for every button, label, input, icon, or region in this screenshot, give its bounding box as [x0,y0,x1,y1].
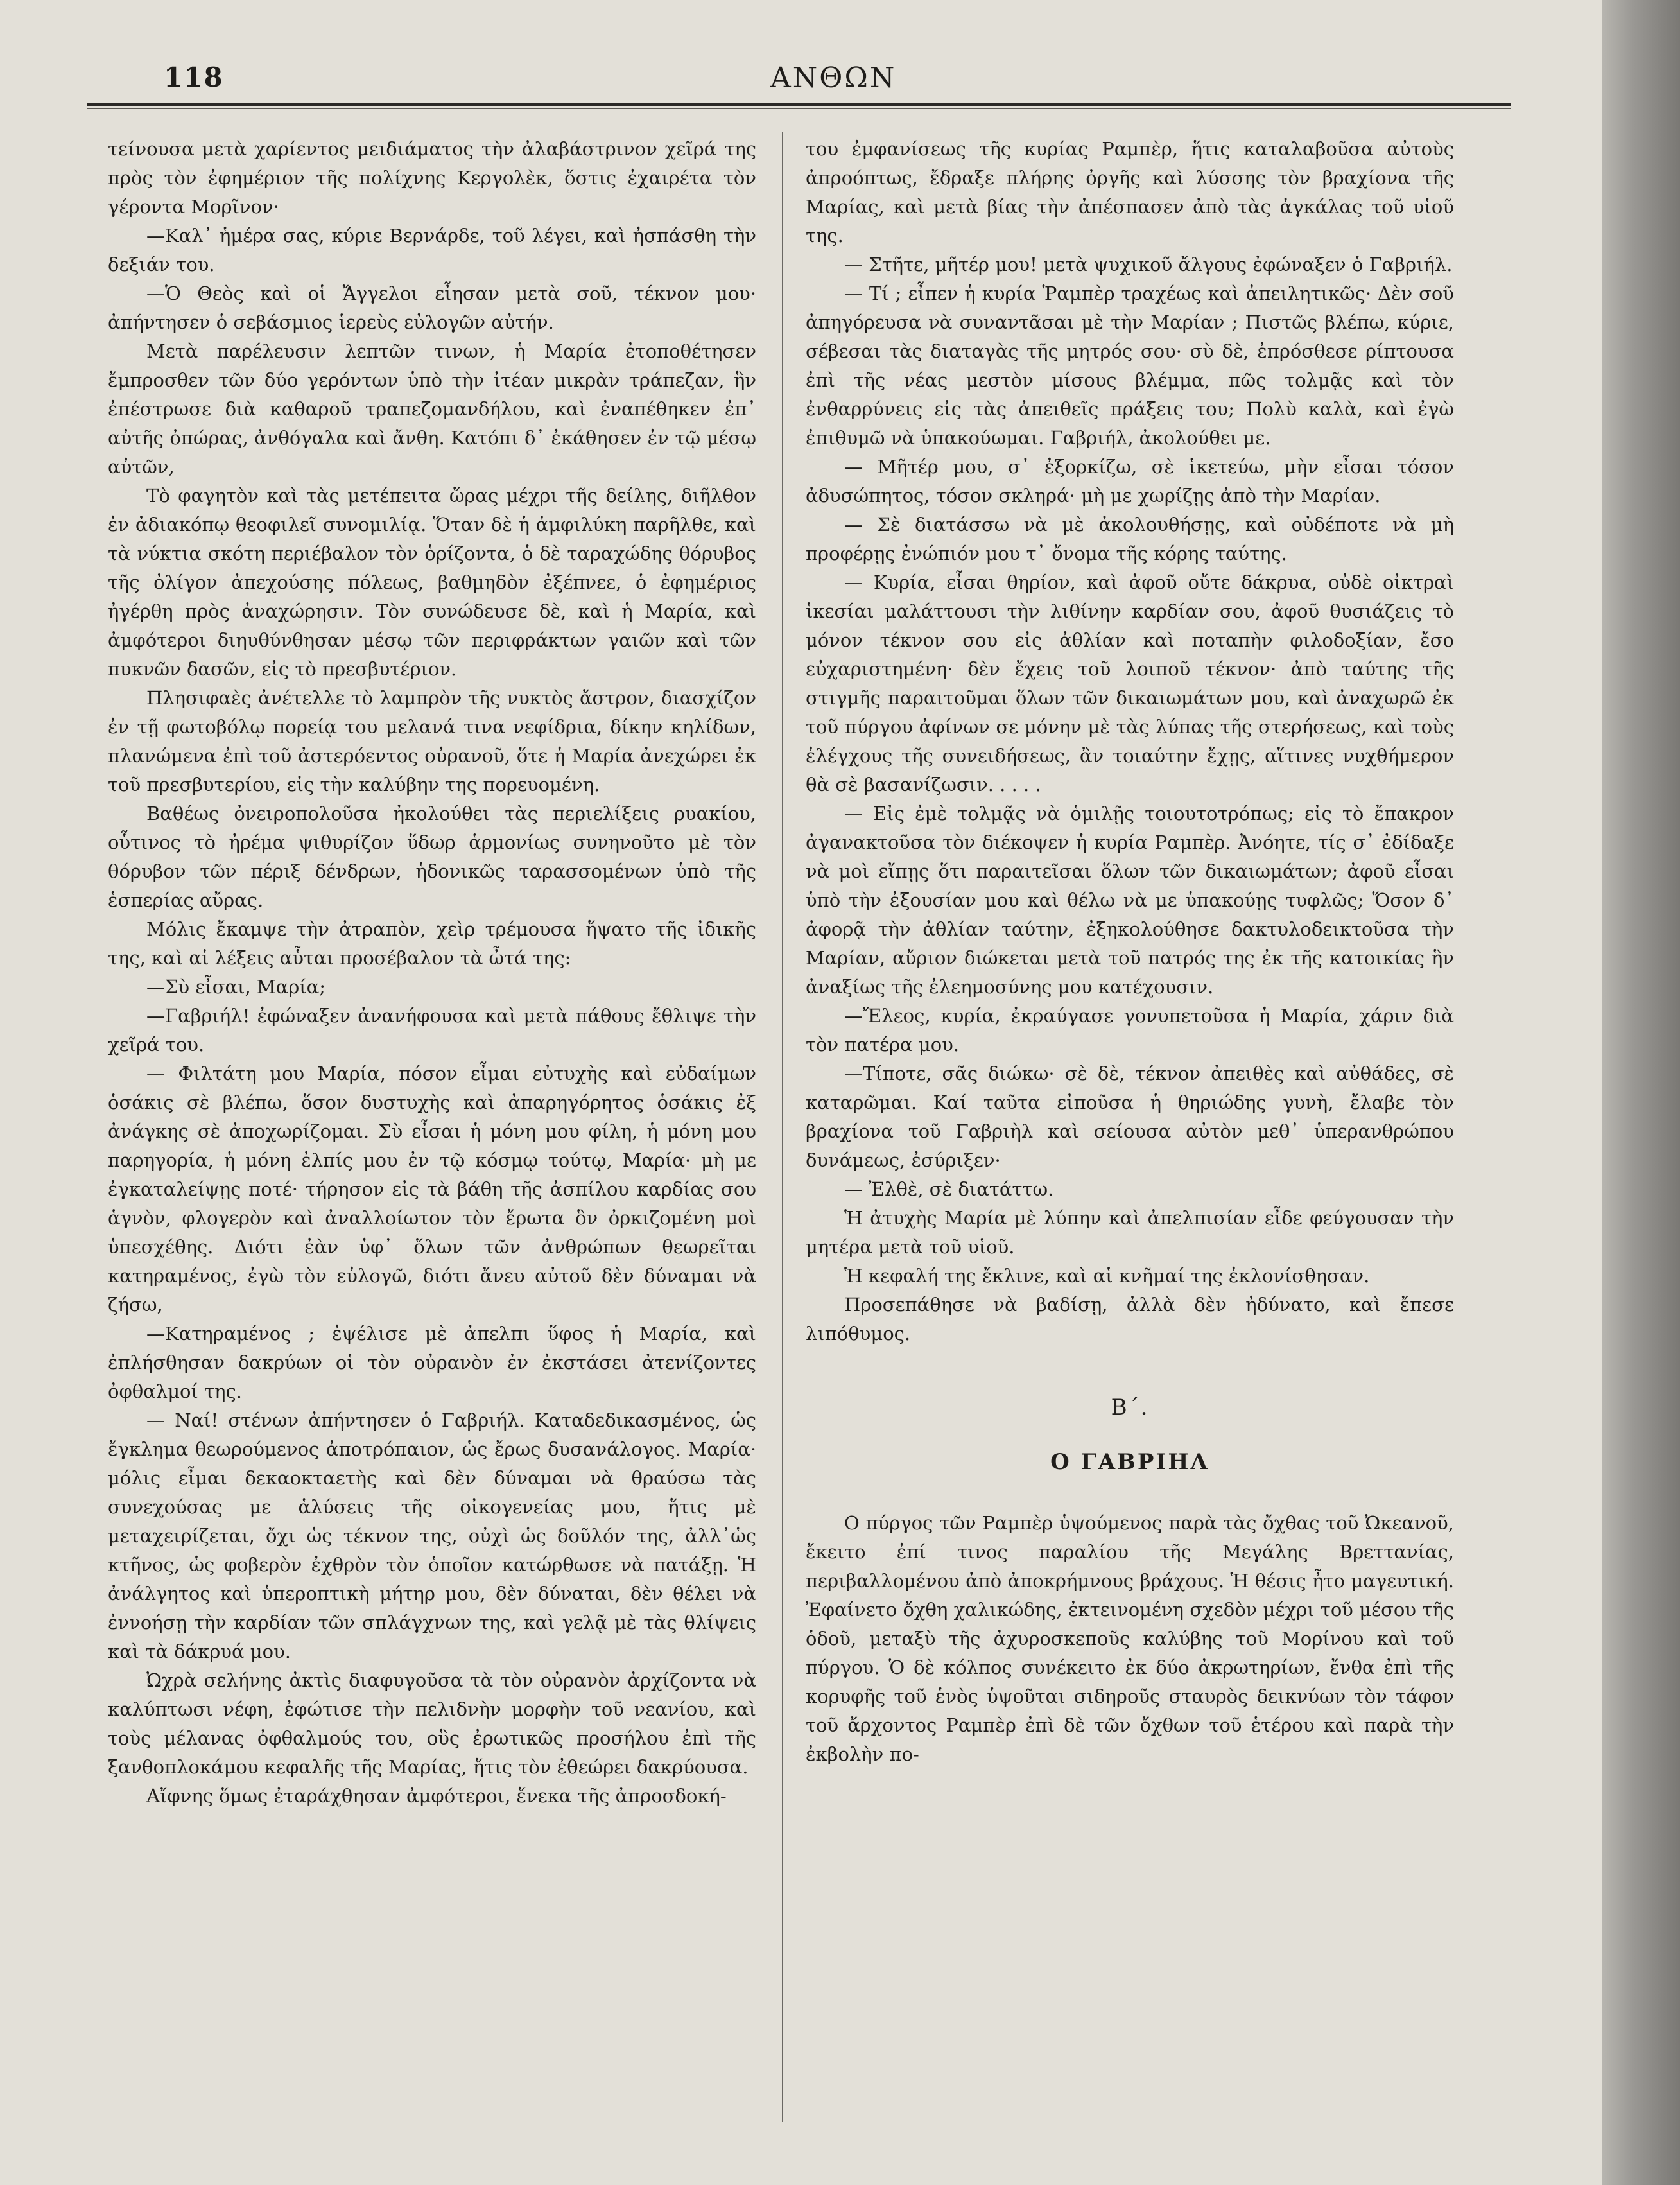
header-rule-thin [87,108,1511,109]
paragraph: —Τίποτε, σᾶς διώκω· σὲ δὲ, τέκνον ἀπειθὲς καὶ αὐθάδες, σὲ καταρῶμαι. Καί ταῦτα εἰποῦσα ἡ θηριώδης γυνὴ, ἔλαβε τὸν βραχίονα τοῦ Γαβριὴλ καὶ σείουσα αὐτὸν μεθ᾽ ὑπερανθρώπου δυνάμεως, ἐσύριξεν· [806,1063,1454,1171]
paragraph: Μετὰ παρέλευσιν λεπτῶν τινων, ἡ Μαρία ἐτοποθέτησεν ἔμπροσθεν τῶν δύο γερόντων ὑπὸ τὴν ἰτέαν μικρὰν τράπεζαν, ἣν ἐπέστρωσε διὰ καθαροῦ τραπεζομανδήλου, καὶ ἐναπέθηκεν ἐπ᾽ αὐτῆς ὀπώρας, ἀνθόγαλα καὶ ἄνθη. Κατόπι δ᾽ ἐκάθησεν ἐν τῷ μέσῳ αὐτῶν, [108,340,756,478]
section-number: Β΄. [1111,1395,1149,1420]
paragraph: — Κυρία, εἶσαι θηρίον, καὶ ἀφοῦ οὔτε δάκρυα, οὐδὲ οἰκτραὶ ἱκεσίαι μαλάττουσι τὴν λιθίνην καρδίαν σου, ἀφοῦ θυσιάζεις τὸ μόνον τέκνον σου εἰς ἀθλίαν καὶ ποταπὴν φιλοδοξίαν, ἔσο εὐχαριστημένη· δὲν ἔχεις τοῦ λοιποῦ τέκνον· ἀπὸ ταύτης τῆς στιγμῆς παραιτοῦμαι ὅλων τῶν δικαιωμάτων μου, καὶ ἀναχωρῶ ἐκ τοῦ πύργου ἀφίνων σε μόνην μὲ τὰς λύπας τῆς στερήσεως, καὶ τοὺς ἐλέγχους τῆς συνειδήσεως, ἂν τοιαύτην ἔχῃς, αἵτινες νυχθήμερον θὰ σὲ βασανίζωσιν. . . . . [806,571,1454,796]
paragraph: —Σὺ εἶσαι, Μαρία; [146,976,325,998]
paragraph: — Τί ; εἶπεν ἡ κυρία Ῥαμπὲρ τραχέως καὶ ἀπειλητικῶς· Δὲν σοῦ ἀπηγόρευσα νὰ συναντᾶσαι μὲ τὴν Μαρίαν ; Πιστῶς βλέπω, κύριε, σέβεσαι τὰς διαταγὰς τῆς μητρός σου· σὺ δὲ, ἐπρόσθεσε ρίπτουσα ἐπὶ τῆς νέας μεστὸν μίσους βλέμμα, πῶς τολμᾷς καὶ τὸν ἐνθαρρύνεις εἰς τὰς ἀπειθεῖς πράξεις του; Πολὺ καλὰ, καὶ ἐγὼ ἐπιθυμῶ νὰ ὑπακούωμαι. Γαβριήλ, ἀκολούθει με. [806,283,1454,449]
paragraph: Προσεπάθησε νὰ βαδίσῃ, ἀλλὰ δὲν ἠδύνατο, καὶ ἔπεσε λιπόθυμος. [806,1294,1454,1345]
paragraph: —Κατηραμένος ; ἐψέλισε μὲ ἀπελπι ὕφος ἡ Μαρία, καὶ ἐπλήσθησαν δακρύων οἱ τὸν οὐρανὸν ἐν ἐκστάσει ἀτενίζοντες ὀφθαλμοί της. [108,1323,756,1402]
paragraph: — Ναί! στένων ἀπήντησεν ὁ Γαβριήλ. Καταδεδικασμένος, ὡς ἔγκλημα θεωρούμενος ἀποτρόπαιον, ὡς ἔρως δυσανάλογος. Μαρία· μόλις εἶμαι δεκαοκταετὴς καὶ δὲν δύναμαι νὰ θραύσω τὰς συνεχούσας με ἁλύσεις τῆς οἰκογενείας μου, ἥτις μὲ μεταχειρίζεται, ὄχι ὡς τέκνον της, οὐχὶ ὡς δοῦλόν της, ἀλλ᾽ὡς κτῆνος, ὡς φοβερὸν ἐχθρὸν τὸν ὁποῖον κατώρθωσε νὰ πατάξῃ. Ἡ ἀνάλγητος καὶ ὑπεροπτικὴ μήτηρ μου, δὲν δύναται, δὲν θέλει νὰ ἐννοήσῃ τὴν καρδίαν τῶν σπλάγχνων της, καὶ γελᾷ μὲ τὰς θλίψεις καὶ τὰ δάκρυά μου. [108,1409,756,1662]
running-head: ΑΝΘΩΝ [770,62,897,94]
paragraph: Ἡ ἀτυχὴς Μαρία μὲ λύπην καὶ ἀπελπισίαν εἶδε φεύγουσαν τὴν μητέρα μετὰ τοῦ υἱοῦ. [806,1207,1454,1258]
paragraph: — Ἐλθὲ, σὲ διατάττω. [844,1178,1054,1200]
paragraph: — Μῆτέρ μου, σ᾽ ἐξορκίζω, σὲ ἱκετεύω, μὴν εἶσαι τόσον ἀδυσώπητος, τόσον σκληρά· μὴ με χωρίζῃς ἀπὸ τὴν Μαρίαν. [806,456,1454,507]
left-column [108,135,756,1811]
section-title: Ο ΓΑΒΡΙΗΛ [1050,1449,1209,1475]
column-divider [782,132,783,2122]
page-edge [1602,0,1680,2185]
paragraph: Ο πύργος τῶν Ραμπὲρ ὑψούμενος παρὰ τὰς ὄχθας τοῦ Ὠκεανοῦ, ἔκειτο ἐπί τινος παραλίου τῆς Μεγάλης Βρεττανίας, περιβαλλομένου ἀπὸ ἀποκρήμνους βράχους. Ἡ θέσις ἦτο μαγευτική. Ἐφαίνετο ὄχθη χαλικώδης, ἐκτεινομένη σχεδὸν μέχρι τοῦ μέσου τῆς ὁδοῦ, μεταξὺ τῆς ἀχυροσκεποῦς καλύβης τοῦ Μορίνου καὶ τοῦ πύργου. Ὁ δὲ κόλπος συνέκειτο ἐκ δύο ἀκρωτηρίων, ἔνθα ἐπὶ τῆς κορυφῆς τοῦ ἑνὸς ὑψοῦται σιδηροῦς σταυρὸς δεικνύων τὸν τάφον τοῦ ἄρχοντος Ραμπὲρ ἐπὶ δὲ τῶν ὄχθων τοῦ ἑτέρου καὶ παρὰ τὴν ἐκβολὴν πο- [806,1512,1454,1765]
paragraph: Αἴφνης ὅμως ἐταράχθησαν ἀμφότεροι, ἕνεκα τῆς ἀπροσδοκή- [146,1785,727,1807]
paragraph: Μόλις ἔκαμψε τὴν ἀτραπὸν, χεὶρ τρέμουσα ἥψατο τῆς ἰδικῆς της, καὶ αἱ λέξεις αὗται προσέβαλον τὰ ὦτά της: [108,918,756,969]
paragraph: Ὠχρὰ σελήνης ἀκτὶς διαφυγοῦσα τὰ τὸν οὐρανὸν ἀρχίζοντα νὰ καλύπτωσι νέφη, ἐφώτισε τὴν πελιδνὴν μορφὴν τοῦ νεανίου, καὶ τοὺς μέλανας ὀφθαλμούς του, οὓς ἐρωτικῶς προσήλου ἐπὶ τῆς ξανθοπλοκάμου κεφαλῆς τῆς Μαρίας, ἥτις τὸν ἐθεώρει δακρύουσα. [108,1669,756,1778]
paragraph: —Καλ᾽ ἡμέρα σας, κύριε Βερνάρδε, τοῦ λέγει, καὶ ἠσπάσθη τὴν δεξιάν του. [108,225,756,275]
paragraph: Τὸ φαγητὸν καὶ τὰς μετέπειτα ὥρας μέχρι τῆς δείλης, διῆλθον ἐν ἀδιακόπῳ θεοφιλεῖ συνομιλίᾳ. Ὅταν δὲ ἡ ἀμφιλύκη παρῆλθε, καὶ τὰ νύκτια σκότη περιέβαλον τὸν ὁρίζοντα, ὁ δὲ ταραχώδης θόρυβος τῆς ὀλίγον ἀπεχούσης πόλεως, βαθμηδὸν ἐξέπνεε, ὁ ἐφημέριος ἠγέρθη πρὸς ἀναχώρησιν. Τὸν συνώδευσε δὲ, καὶ ἡ Μαρία, καὶ ἀμφότεροι διηυθύνθησαν μέσῳ τῶν περιφράκτων γαιῶν καὶ τῶν πυκνῶν δασῶν, εἰς τὸ πρεσβυτέριον. [108,485,756,680]
paragraph: — Εἰς ἐμὲ τολμᾷς νὰ ὁμιλῇς τοιουτοτρόπως; εἰς τὸ ἔπακρον ἀγανακτοῦσα τὸν διέκοψεν ἡ κυρία Ραμπὲρ. Ἀνόητε, τίς σ᾽ ἐδίδαξε νὰ μοὶ εἴπῃς ὅτι παραιτεῖσαι ὅλων τῶν δικαιωμάτων; ἀφοῦ εἶσαι ὑπὸ τὴν ἐξουσίαν μου καὶ θέλω νὰ με ὑπακούῃς τυφλῶς; Ὅσον δ᾽ ἀφορᾷ τὴν ἀθλίαν ταύτην, ἐξηκολούθησε δακτυλοδεικτοῦσα τὴν Μαρίαν, αὔριον διώκεται μετὰ τοῦ πατρός της ἐκ τῆς κατοικίας ἣν ἀναξίως τῆς ἐλεημοσύνης μου κατέχουσιν. [806,803,1454,998]
header-rule [87,103,1511,106]
paragraph: Πλησιφαὲς ἀνέτελλε τὸ λαμπρὸν τῆς νυκτὸς ἄστρον, διασχίζον ἐν τῇ φωτοβόλῳ πορείᾳ του μελανά τινα νεφίδρια, δίκην κηλίδων, πλανώμενα ἐπὶ τοῦ ἀστερόεντος οὐρανοῦ, ὅτε ἡ Μαρία ἀνεχώρει ἐκ τοῦ πρεσβυτερίου, εἰς τὴν καλύβην της πορευομένη. [108,687,756,796]
paragraph: — Φιλτάτη μου Μαρία, πόσον εἶμαι εὐτυχὴς καὶ εὐδαίμων ὁσάκις σὲ βλέπω, ὅσον δυστυχὴς καὶ ἀπαρηγόρητος ὁσάκις ἐξ ἀνάγκης σὲ ἀποχωρίζομαι. Σὺ εἶσαι ἡ μόνη μου φίλη, ἡ μόνη μου παρηγορία, ἡ μόνη ἐλπίς μου ἐν τῷ κόσμῳ τούτῳ, Μαρία· μὴ με ἐγκαταλείψῃς ποτέ· τήρησον εἰς τὰ βάθη τῆς ἀσπίλου καρδίας σου ἁγνὸν, φλογερὸν καὶ ἀναλλοίωτον τὸν ἔρωτα ὃν ὀρκιζομένη μοὶ ὑπεσχέθης. Διότι ἐὰν ὑφ᾽ ὅλων τῶν ἀνθρώπων θεωρεῖται κατηραμένος, ἐγὼ τὸν εὐλογῶ, διότι ἄνευ αὐτοῦ δὲν δύναμαι νὰ ζήσω, [108,1063,756,1316]
paragraph: του ἐμφανίσεως τῆς κυρίας Ραμπὲρ, ἥτις καταλαβοῦσα αὐτοὺς ἀπροόπτως, ἔδραξε πλήρης ὀργῆς καὶ λύσσης τὸν βραχίονα τῆς Μαρίας, καὶ μετὰ βίας τὴν ἀπέσπασεν ἀπὸ τὰς ἀγκάλας τοῦ υἱοῦ της. [806,138,1454,247]
paragraph: —Ἔλεος, κυρία, ἐκραύγασε γονυπετοῦσα ἡ Μαρία, χάριν διὰ τὸν πατέρα μου. [806,1005,1454,1056]
paragraph: — Σὲ διατάσσω νὰ μὲ ἀκολουθήσῃς, καὶ οὐδέποτε νὰ μὴ προφέρῃς ἐνώπιόν μου τ᾽ ὄνομα τῆς κόρης ταύτης. [806,514,1454,564]
page-number: 118 [164,62,224,93]
paragraph: Ἡ κεφαλή της ἔκλινε, καὶ αἱ κνῆμαί της ἐκλονίσθησαν. [844,1265,1370,1287]
paragraph: — Στῆτε, μῆτέρ μου! μετὰ ψυχικοῦ ἄλγους ἐφώναξεν ὁ Γαβριήλ. [844,254,1453,275]
paragraph: —Γαβριήλ! ἐφώναξεν ἀνανήφουσα καὶ μετὰ πάθους ἔθλιψε τὴν χεῖρά του. [108,1005,756,1056]
paragraph: τείνουσα μετὰ χαρίεντος μειδιάματος τὴν ἀλαβάστρινον χεῖρά της πρὸς τὸν ἐφημέριον τῆς πολίχνης Κεργολὲκ, ὅστις ἐχαιρέτα τὸν γέροντα Μορῖνον· [108,138,756,218]
right-column [806,135,1454,1769]
paragraph: Βαθέως ὀνειροπολοῦσα ἠκολούθει τὰς περιελίξεις ρυακίου, οὗτινος τὸ ἠρέμα ψιθυρίζον ὕδωρ ἁρμονίως συνηνοῦτο μὲ τὸν θόρυβον τῶν πέριξ δένδρων, ἡδονικῶς ταρασσομένων ὑπὸ τῆς ἑσπερίας αὔρας. [108,803,756,911]
paragraph: —Ὁ Θεὸς καὶ οἱ Ἄγγελοι εἶησαν μετὰ σοῦ, τέκνον μου· ἀπήντησεν ὁ σεβάσμιος ἱερεὺς εὐλογῶν αὐτήν. [108,283,756,333]
